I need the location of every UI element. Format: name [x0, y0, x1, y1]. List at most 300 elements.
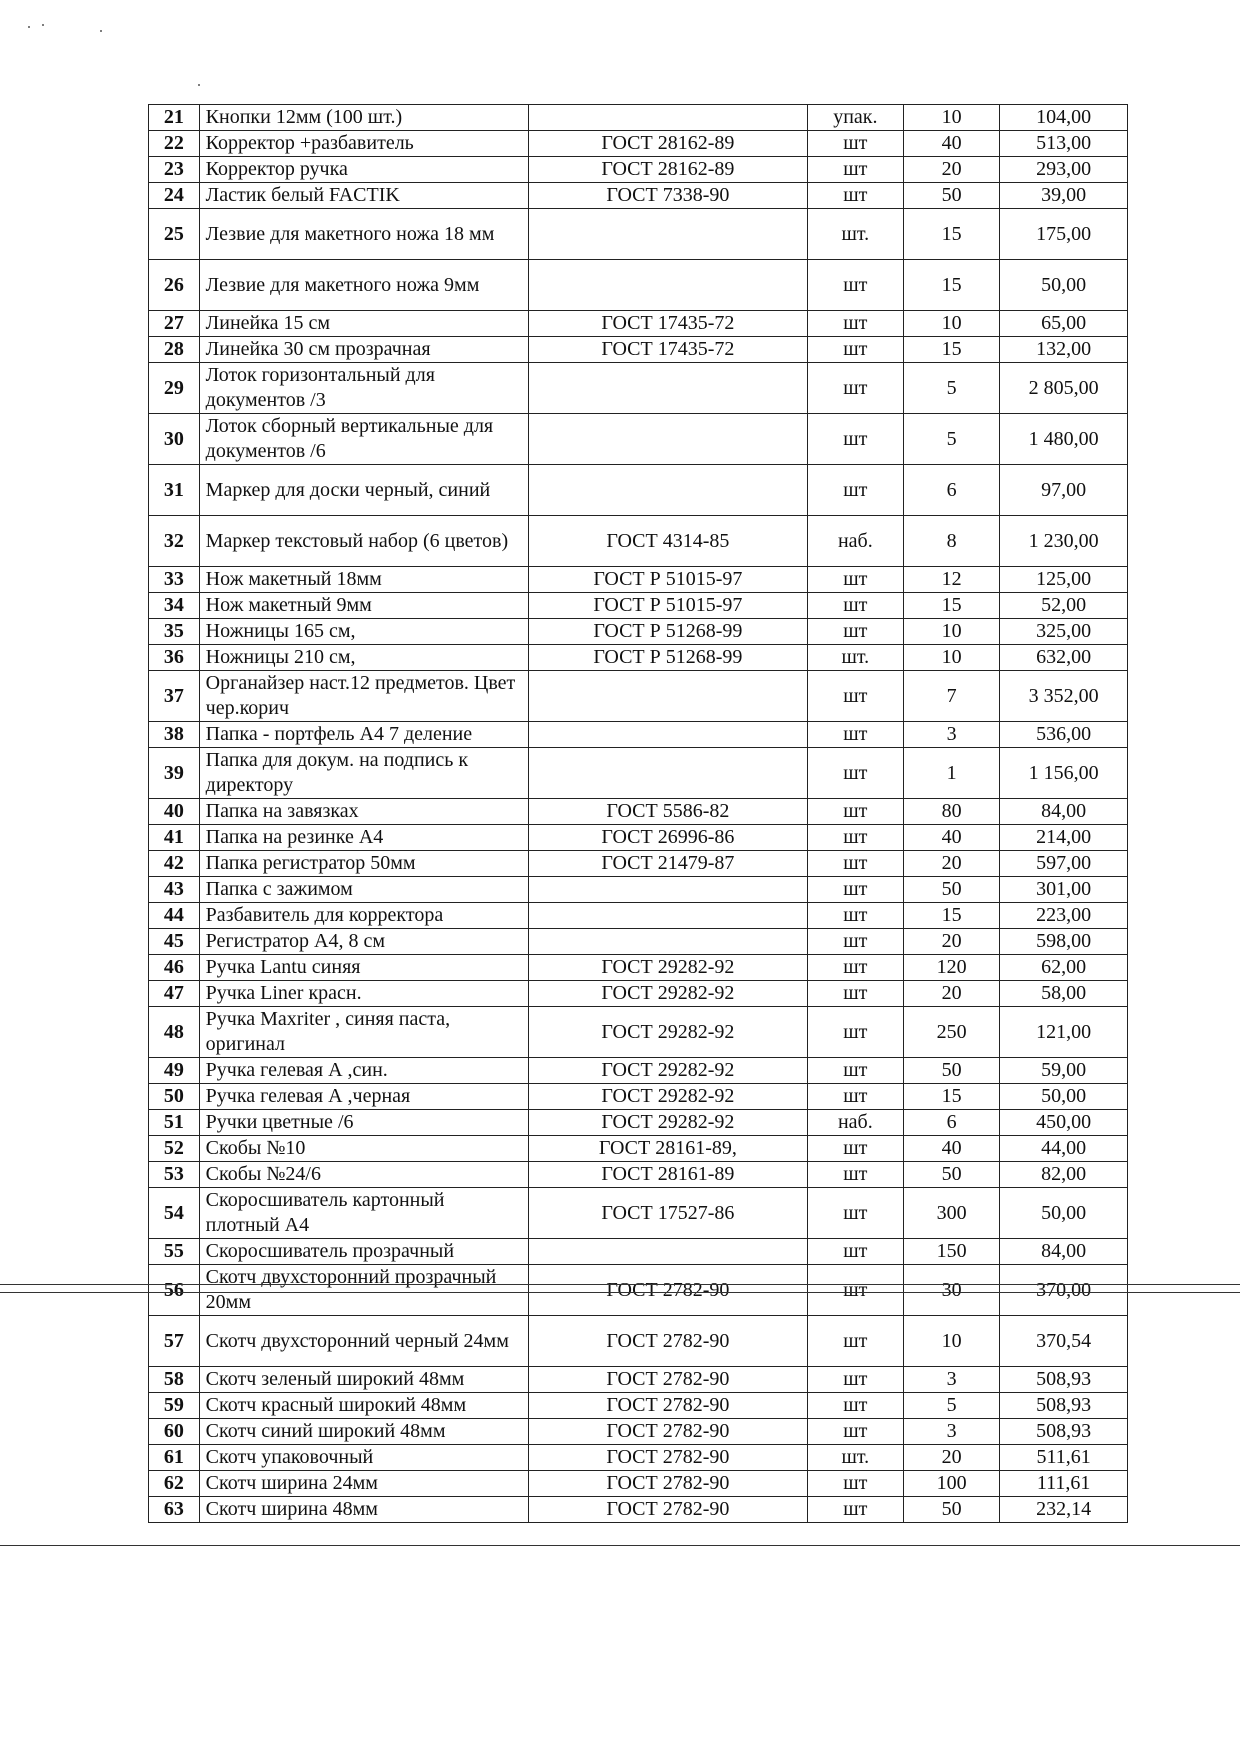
item-standard: ГОСТ 29282-92: [529, 1084, 808, 1110]
row-number: 42: [149, 851, 200, 877]
item-unit: шт: [807, 1393, 903, 1419]
item-unit: шт: [807, 1367, 903, 1393]
goods-table: [148, 104, 1128, 1523]
item-price: 62,00: [1000, 955, 1128, 981]
item-unit: наб.: [807, 516, 903, 567]
item-standard: [529, 105, 808, 131]
item-name: Ручка гелевая А ,син.: [199, 1058, 528, 1084]
table-row: [149, 671, 1128, 722]
row-number: 21: [149, 105, 200, 131]
item-unit: шт: [807, 260, 903, 311]
item-price: 508,93: [1000, 1393, 1128, 1419]
table-row: [149, 337, 1128, 363]
item-unit: шт: [807, 414, 903, 465]
row-number: 26: [149, 260, 200, 311]
item-unit: шт: [807, 1497, 903, 1523]
item-name: Скотч двухсторонний черный 24мм: [199, 1316, 528, 1367]
row-number: 40: [149, 799, 200, 825]
item-quantity: 150: [903, 1239, 999, 1265]
table-row: [149, 1084, 1128, 1110]
scan-speck: [198, 84, 200, 86]
item-quantity: 80: [903, 799, 999, 825]
row-number: 44: [149, 903, 200, 929]
table-row: [149, 1110, 1128, 1136]
item-price: 1 230,00: [1000, 516, 1128, 567]
item-name: Скотч ширина 48мм: [199, 1497, 528, 1523]
row-number: 23: [149, 157, 200, 183]
item-name: Кнопки 12мм (100 шт.): [199, 105, 528, 131]
item-quantity: 20: [903, 1445, 999, 1471]
table-row: [149, 516, 1128, 567]
table-row: [149, 1239, 1128, 1265]
item-price: 59,00: [1000, 1058, 1128, 1084]
item-quantity: 12: [903, 567, 999, 593]
table-row: [149, 465, 1128, 516]
item-name: Нож макетный 9мм: [199, 593, 528, 619]
row-number: 61: [149, 1445, 200, 1471]
item-name: Скотч упаковочный: [199, 1445, 528, 1471]
table-row: [149, 1007, 1128, 1058]
row-number: 39: [149, 748, 200, 799]
table-row: [149, 1162, 1128, 1188]
item-unit: шт: [807, 363, 903, 414]
table-row: [149, 1188, 1128, 1239]
row-number: 45: [149, 929, 200, 955]
row-number: 63: [149, 1497, 200, 1523]
table-row: [149, 183, 1128, 209]
item-standard: ГОСТ 17435-72: [529, 311, 808, 337]
item-name: Линейка 15 см: [199, 311, 528, 337]
row-number: 59: [149, 1393, 200, 1419]
item-standard: ГОСТ 29282-92: [529, 1058, 808, 1084]
item-name: Папка - портфель А4 7 деление: [199, 722, 528, 748]
item-quantity: 250: [903, 1007, 999, 1058]
item-unit: шт: [807, 1471, 903, 1497]
item-quantity: 40: [903, 825, 999, 851]
item-name: Скоросшиватель картонный плотный А4: [199, 1188, 528, 1239]
item-quantity: 10: [903, 105, 999, 131]
item-price: 536,00: [1000, 722, 1128, 748]
item-standard: ГОСТ 17435-72: [529, 337, 808, 363]
table-row: [149, 260, 1128, 311]
row-number: 35: [149, 619, 200, 645]
item-name: Скотч ширина 24мм: [199, 1471, 528, 1497]
row-number: 32: [149, 516, 200, 567]
item-standard: ГОСТ 29282-92: [529, 1110, 808, 1136]
item-price: 450,00: [1000, 1110, 1128, 1136]
item-price: 511,61: [1000, 1445, 1128, 1471]
table-row: [149, 1393, 1128, 1419]
table-row: [149, 645, 1128, 671]
row-number: 22: [149, 131, 200, 157]
table-row: [149, 903, 1128, 929]
row-number: 36: [149, 645, 200, 671]
row-number: 27: [149, 311, 200, 337]
item-quantity: 10: [903, 1316, 999, 1367]
item-name: Папка с зажимом: [199, 877, 528, 903]
item-price: 82,00: [1000, 1162, 1128, 1188]
item-unit: шт: [807, 671, 903, 722]
row-number: 60: [149, 1419, 200, 1445]
item-standard: ГОСТ 2782-90: [529, 1367, 808, 1393]
item-quantity: 100: [903, 1471, 999, 1497]
item-standard: ГОСТ 2782-90: [529, 1265, 808, 1316]
row-number: 54: [149, 1188, 200, 1239]
item-quantity: 50: [903, 183, 999, 209]
item-quantity: 1: [903, 748, 999, 799]
item-price: 111,61: [1000, 1471, 1128, 1497]
item-quantity: 3: [903, 1419, 999, 1445]
item-name: Скотч зеленый широкий 48мм: [199, 1367, 528, 1393]
item-price: 104,00: [1000, 105, 1128, 131]
item-quantity: 10: [903, 311, 999, 337]
item-name: Папка на завязках: [199, 799, 528, 825]
table-row: [149, 722, 1128, 748]
item-name: Папка на резинке А4: [199, 825, 528, 851]
item-quantity: 20: [903, 981, 999, 1007]
row-number: 51: [149, 1110, 200, 1136]
row-number: 30: [149, 414, 200, 465]
table-row: [149, 1445, 1128, 1471]
item-name: Скобы №10: [199, 1136, 528, 1162]
item-quantity: 15: [903, 903, 999, 929]
item-name: Ручка гелевая А ,черная: [199, 1084, 528, 1110]
item-price: 508,93: [1000, 1367, 1128, 1393]
goods-table-body: [149, 105, 1128, 1523]
item-unit: шт: [807, 799, 903, 825]
row-number: 25: [149, 209, 200, 260]
item-unit: шт: [807, 619, 903, 645]
item-unit: шт: [807, 1084, 903, 1110]
table-row: [149, 955, 1128, 981]
item-price: 3 352,00: [1000, 671, 1128, 722]
item-price: 508,93: [1000, 1419, 1128, 1445]
item-unit: шт: [807, 183, 903, 209]
item-quantity: 10: [903, 619, 999, 645]
item-name: Органайзер наст.12 предметов. Цвет чер.корич: [199, 671, 528, 722]
item-price: 597,00: [1000, 851, 1128, 877]
item-price: 598,00: [1000, 929, 1128, 955]
item-price: 50,00: [1000, 1188, 1128, 1239]
item-standard: ГОСТ 28161-89: [529, 1162, 808, 1188]
table-row: [149, 1058, 1128, 1084]
item-unit: шт: [807, 955, 903, 981]
item-price: 97,00: [1000, 465, 1128, 516]
row-number: 52: [149, 1136, 200, 1162]
table-row: [149, 105, 1128, 131]
item-unit: шт.: [807, 209, 903, 260]
item-quantity: 50: [903, 1497, 999, 1523]
item-quantity: 50: [903, 1058, 999, 1084]
item-price: 52,00: [1000, 593, 1128, 619]
item-quantity: 20: [903, 929, 999, 955]
item-unit: шт: [807, 825, 903, 851]
item-name: Лоток горизонтальный для документов /3: [199, 363, 528, 414]
item-price: 132,00: [1000, 337, 1128, 363]
table-row: [149, 799, 1128, 825]
item-unit: шт: [807, 929, 903, 955]
item-unit: шт: [807, 877, 903, 903]
row-number: 50: [149, 1084, 200, 1110]
item-standard: ГОСТ 7338-90: [529, 183, 808, 209]
row-number: 46: [149, 955, 200, 981]
item-unit: шт.: [807, 1445, 903, 1471]
item-standard: [529, 465, 808, 516]
item-quantity: 15: [903, 337, 999, 363]
table-row: [149, 929, 1128, 955]
item-name: Регистратор А4, 8 см: [199, 929, 528, 955]
row-number: 62: [149, 1471, 200, 1497]
item-quantity: 3: [903, 722, 999, 748]
item-name: Скотч красный широкий 48мм: [199, 1393, 528, 1419]
row-number: 47: [149, 981, 200, 1007]
item-price: 44,00: [1000, 1136, 1128, 1162]
scan-speck: [42, 24, 44, 26]
table-row: [149, 414, 1128, 465]
item-price: 175,00: [1000, 209, 1128, 260]
item-standard: ГОСТ 21479-87: [529, 851, 808, 877]
item-price: 370,54: [1000, 1316, 1128, 1367]
row-number: 53: [149, 1162, 200, 1188]
row-number: 48: [149, 1007, 200, 1058]
row-number: 34: [149, 593, 200, 619]
item-price: 513,00: [1000, 131, 1128, 157]
table-row: [149, 748, 1128, 799]
item-standard: ГОСТ 28161-89,: [529, 1136, 808, 1162]
item-quantity: 15: [903, 593, 999, 619]
item-unit: шт: [807, 1419, 903, 1445]
item-unit: шт: [807, 131, 903, 157]
item-unit: шт: [807, 1007, 903, 1058]
item-name: Скобы №24/6: [199, 1162, 528, 1188]
item-standard: ГОСТ 26996-86: [529, 825, 808, 851]
item-name: Лоток сборный вертикальные для документов /6: [199, 414, 528, 465]
item-unit: шт: [807, 981, 903, 1007]
item-unit: наб.: [807, 1110, 903, 1136]
row-number: 43: [149, 877, 200, 903]
fold-line-top-2: [0, 1292, 1240, 1293]
item-name: Скоросшиватель прозрачный: [199, 1239, 528, 1265]
item-standard: ГОСТ 2782-90: [529, 1316, 808, 1367]
item-standard: ГОСТ 2782-90: [529, 1419, 808, 1445]
item-price: 301,00: [1000, 877, 1128, 903]
item-price: 223,00: [1000, 903, 1128, 929]
item-standard: ГОСТ 29282-92: [529, 955, 808, 981]
item-name: Ручки цветные /6: [199, 1110, 528, 1136]
item-standard: ГОСТ 28162-89: [529, 131, 808, 157]
item-unit: шт: [807, 1265, 903, 1316]
item-quantity: 15: [903, 260, 999, 311]
item-quantity: 7: [903, 671, 999, 722]
scan-speck: [28, 26, 30, 28]
item-unit: шт.: [807, 645, 903, 671]
item-standard: [529, 748, 808, 799]
item-price: 1 480,00: [1000, 414, 1128, 465]
item-quantity: 40: [903, 1136, 999, 1162]
item-price: 50,00: [1000, 260, 1128, 311]
item-price: 632,00: [1000, 645, 1128, 671]
item-unit: шт: [807, 337, 903, 363]
item-name: Ластик белый FACTIK: [199, 183, 528, 209]
row-number: 58: [149, 1367, 200, 1393]
item-price: 325,00: [1000, 619, 1128, 645]
item-quantity: 50: [903, 877, 999, 903]
item-unit: шт: [807, 311, 903, 337]
item-standard: ГОСТ 29282-92: [529, 1007, 808, 1058]
item-name: Маркер текстовый набор (6 цветов): [199, 516, 528, 567]
item-quantity: 3: [903, 1367, 999, 1393]
item-standard: ГОСТ Р 51015-97: [529, 593, 808, 619]
table-row: [149, 1419, 1128, 1445]
item-quantity: 15: [903, 209, 999, 260]
item-price: 232,14: [1000, 1497, 1128, 1523]
item-standard: ГОСТ Р 51268-99: [529, 645, 808, 671]
scan-speck: [100, 30, 102, 32]
item-standard: ГОСТ 2782-90: [529, 1393, 808, 1419]
item-standard: [529, 722, 808, 748]
item-quantity: 300: [903, 1188, 999, 1239]
item-quantity: 10: [903, 645, 999, 671]
row-number: 24: [149, 183, 200, 209]
item-standard: ГОСТ 2782-90: [529, 1497, 808, 1523]
item-quantity: 20: [903, 851, 999, 877]
item-name: Папка регистратор 50мм: [199, 851, 528, 877]
table-row: [149, 209, 1128, 260]
item-quantity: 5: [903, 1393, 999, 1419]
item-name: Лезвие для макетного ножа 18 мм: [199, 209, 528, 260]
table-row: [149, 1471, 1128, 1497]
item-unit: шт: [807, 1316, 903, 1367]
item-unit: шт: [807, 1188, 903, 1239]
item-price: 50,00: [1000, 1084, 1128, 1110]
item-quantity: 6: [903, 465, 999, 516]
table-row: [149, 877, 1128, 903]
item-name: Разбавитель для корректора: [199, 903, 528, 929]
item-unit: шт: [807, 1239, 903, 1265]
item-unit: шт: [807, 748, 903, 799]
item-name: Папка для докум. на подпись к директору: [199, 748, 528, 799]
item-standard: [529, 363, 808, 414]
item-quantity: 5: [903, 363, 999, 414]
item-name: Нож макетный 18мм: [199, 567, 528, 593]
item-quantity: 6: [903, 1110, 999, 1136]
item-standard: [529, 209, 808, 260]
table-row: [149, 157, 1128, 183]
table-row: [149, 851, 1128, 877]
item-name: Линейка 30 см прозрачная: [199, 337, 528, 363]
item-price: 293,00: [1000, 157, 1128, 183]
table-row: [149, 1497, 1128, 1523]
item-standard: ГОСТ Р 51015-97: [529, 567, 808, 593]
item-quantity: 15: [903, 1084, 999, 1110]
item-standard: ГОСТ Р 51268-99: [529, 619, 808, 645]
item-name: Скотч двухсторонний прозрачный 20мм: [199, 1265, 528, 1316]
item-standard: [529, 414, 808, 465]
item-name: Скотч синий широкий 48мм: [199, 1419, 528, 1445]
row-number: 37: [149, 671, 200, 722]
table-row: [149, 1265, 1128, 1316]
item-name: Ножницы 165 см,: [199, 619, 528, 645]
item-quantity: 40: [903, 131, 999, 157]
item-price: 39,00: [1000, 183, 1128, 209]
item-name: Ручка Lantu синяя: [199, 955, 528, 981]
row-number: 56: [149, 1265, 200, 1316]
item-unit: шт: [807, 851, 903, 877]
item-price: 65,00: [1000, 311, 1128, 337]
item-price: 58,00: [1000, 981, 1128, 1007]
item-name: Ручка Maxriter , синяя паста, оригинал: [199, 1007, 528, 1058]
table-row: [149, 1367, 1128, 1393]
table-row: [149, 363, 1128, 414]
item-price: 1 156,00: [1000, 748, 1128, 799]
item-quantity: 8: [903, 516, 999, 567]
item-standard: ГОСТ 2782-90: [529, 1471, 808, 1497]
row-number: 55: [149, 1239, 200, 1265]
item-standard: ГОСТ 2782-90: [529, 1445, 808, 1471]
item-unit: шт: [807, 593, 903, 619]
item-price: 214,00: [1000, 825, 1128, 851]
item-price: 121,00: [1000, 1007, 1128, 1058]
item-standard: ГОСТ 17527-86: [529, 1188, 808, 1239]
item-unit: шт: [807, 722, 903, 748]
row-number: 31: [149, 465, 200, 516]
item-unit: упак.: [807, 105, 903, 131]
item-name: Лезвие для макетного ножа 9мм: [199, 260, 528, 311]
item-name: Ручка Liner красн.: [199, 981, 528, 1007]
item-unit: шт: [807, 1162, 903, 1188]
row-number: 49: [149, 1058, 200, 1084]
row-number: 57: [149, 1316, 200, 1367]
item-name: Корректор ручка: [199, 157, 528, 183]
table-row: [149, 1136, 1128, 1162]
row-number: 29: [149, 363, 200, 414]
item-standard: [529, 1239, 808, 1265]
item-standard: ГОСТ 5586-82: [529, 799, 808, 825]
item-unit: шт: [807, 157, 903, 183]
item-price: 84,00: [1000, 799, 1128, 825]
item-price: 125,00: [1000, 567, 1128, 593]
item-unit: шт: [807, 903, 903, 929]
item-unit: шт: [807, 1136, 903, 1162]
item-unit: шт: [807, 567, 903, 593]
table-row: [149, 593, 1128, 619]
fold-line-top: [0, 1284, 1240, 1285]
row-number: 41: [149, 825, 200, 851]
item-name: Ножницы 210 см,: [199, 645, 528, 671]
item-standard: [529, 877, 808, 903]
row-number: 28: [149, 337, 200, 363]
item-name: Корректор +разбавитель: [199, 131, 528, 157]
item-standard: [529, 260, 808, 311]
item-quantity: 20: [903, 157, 999, 183]
item-standard: [529, 671, 808, 722]
table-row: [149, 131, 1128, 157]
table-row: [149, 825, 1128, 851]
item-price: 2 805,00: [1000, 363, 1128, 414]
item-price: 370,00: [1000, 1265, 1128, 1316]
table-row: [149, 981, 1128, 1007]
row-number: 33: [149, 567, 200, 593]
item-standard: ГОСТ 4314-85: [529, 516, 808, 567]
item-standard: [529, 903, 808, 929]
fold-line-bottom: [0, 1545, 1240, 1546]
item-name: Маркер для доски черный, синий: [199, 465, 528, 516]
table-row: [149, 1316, 1128, 1367]
item-standard: ГОСТ 29282-92: [529, 981, 808, 1007]
item-price: 84,00: [1000, 1239, 1128, 1265]
item-unit: шт: [807, 1058, 903, 1084]
item-quantity: 50: [903, 1162, 999, 1188]
